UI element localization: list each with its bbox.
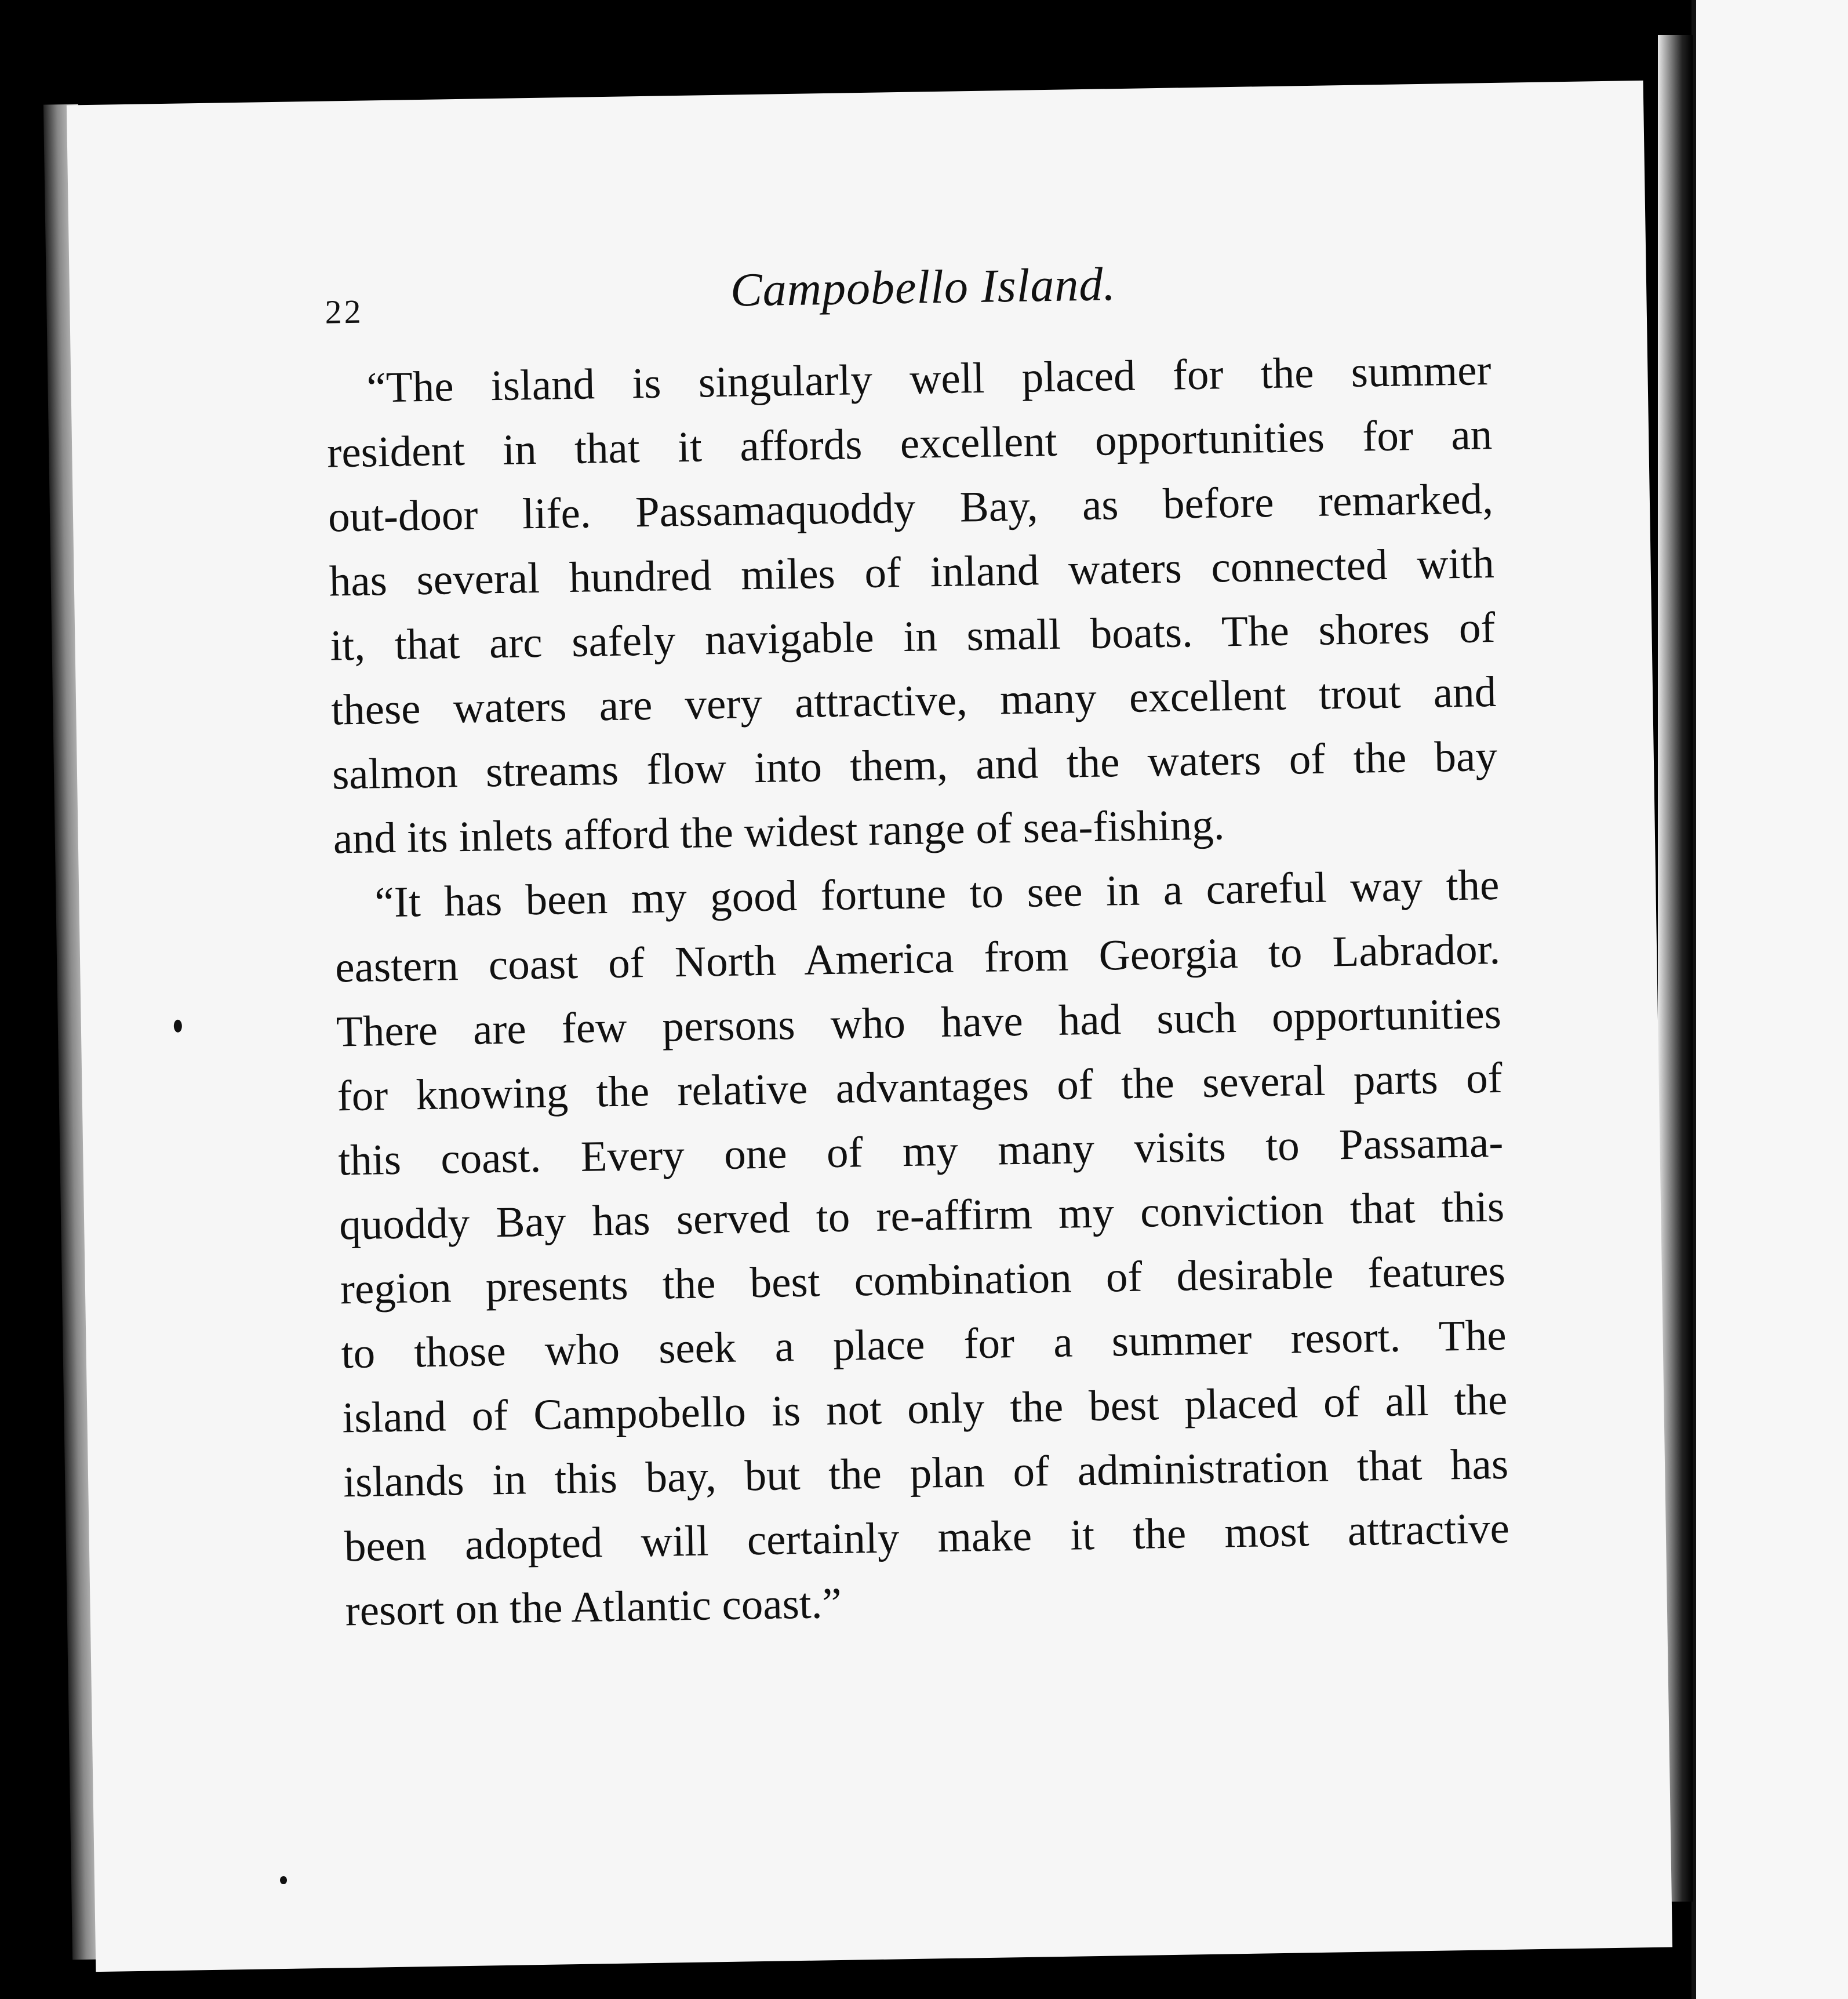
text-line: to those who seek a place for a summer resort. The xyxy=(341,1311,1507,1378)
text-line: eastern coast of North America from Georgia to Labrador. xyxy=(334,925,1501,992)
text-line: out-door life. Passamaquoddy Bay, as before remarked, xyxy=(328,474,1494,541)
text-line: resort on the Atlantic coast.” xyxy=(345,1579,842,1635)
body-text xyxy=(326,338,1511,1643)
text-line: region presents the best combination of desirable features xyxy=(340,1246,1506,1314)
text-line: it, that arc safely navigable in small boats. The shores of xyxy=(329,603,1496,670)
text-line: quoddy Bay has served to re-affirm my conviction that this xyxy=(339,1182,1505,1249)
text-line: resident in that it affords excellent opportunities for an xyxy=(326,410,1493,477)
text-line: these waters are very attractive, many excellent trout and xyxy=(330,667,1497,735)
text-line: this coast. Every one of my many visits to Passama- xyxy=(337,1118,1504,1185)
text-line: There are few persons who have had such opportunities xyxy=(336,989,1502,1056)
scan-speck xyxy=(280,1876,287,1884)
facing-page-edge xyxy=(1691,0,1848,1999)
text-line: been adopted will certainly make it the most attractive xyxy=(344,1504,1510,1571)
page-number: 22 xyxy=(325,292,364,331)
text-line: islands in this bay, but the plan of administration that has xyxy=(343,1440,1509,1507)
text-line: has several hundred miles of inland waters connected with xyxy=(329,539,1495,606)
page-header xyxy=(324,250,1543,351)
text-line: “It has been my good fortune to see in a careful way the xyxy=(374,860,1500,927)
text-line: and its inlets afford the widest range of sea-fishing. xyxy=(333,801,1225,863)
running-title: Campobello Island. xyxy=(730,257,1116,317)
scan-speck xyxy=(174,1020,182,1033)
text-line: island of Campobello is not only the best placed of all the xyxy=(341,1375,1508,1442)
text-line: “The island is singularly well placed for the summer xyxy=(366,346,1492,412)
text-line: for knowing the relative advantages of the several parts of xyxy=(337,1053,1503,1121)
book-page xyxy=(67,81,1672,1972)
text-line: salmon streams flow into them, and the waters of the bay xyxy=(332,732,1498,799)
paragraph-1 xyxy=(326,338,1499,871)
paragraph-2 xyxy=(334,853,1511,1643)
